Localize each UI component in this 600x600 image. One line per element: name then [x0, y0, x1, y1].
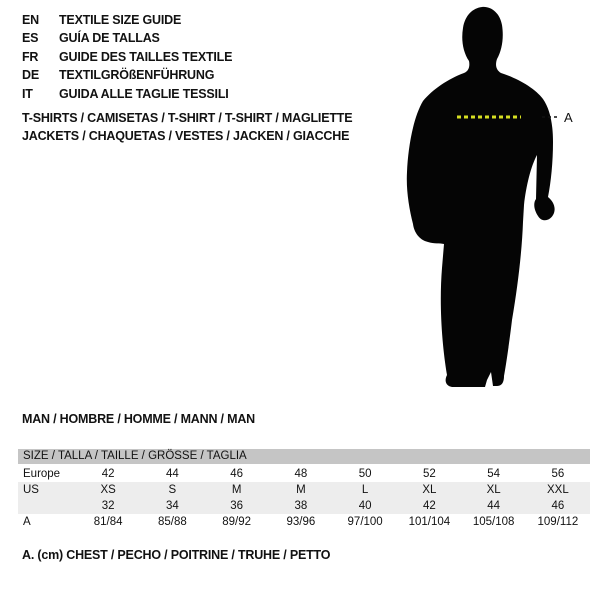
- size-table-cell: 44: [487, 500, 501, 512]
- language-code: ES: [22, 31, 39, 46]
- size-table-row: [18, 482, 590, 498]
- size-table-row: [18, 466, 590, 482]
- size-table-cell: 109/112: [537, 516, 579, 528]
- language-code: FR: [22, 49, 39, 64]
- language-code: IT: [22, 86, 33, 101]
- size-table-cell: 46: [230, 468, 244, 480]
- size-table-cell: L: [361, 484, 369, 496]
- size-table-header: SIZE / TALLA / TAILLE / GRÖSSE / TAGLIA: [18, 449, 590, 464]
- size-table-cell: M: [296, 484, 306, 496]
- size-table-cell: S: [168, 484, 177, 496]
- language-row: [22, 66, 232, 84]
- language-row: [22, 85, 232, 103]
- size-table-cell: XS: [100, 484, 116, 496]
- size-table-cell: 85/88: [157, 516, 187, 528]
- measurement-label-a: A: [564, 110, 573, 125]
- language-label: GUIDE DES TAILLES TEXTILE: [59, 49, 233, 64]
- category-lines: [22, 109, 352, 145]
- language-row: [22, 11, 232, 29]
- language-label: TEXTILGRÖßENFÜHRUNG: [59, 68, 215, 83]
- size-table-cell: 56: [551, 468, 565, 480]
- size-table-cell: 50: [358, 468, 372, 480]
- size-table-row-label: Europe: [23, 468, 61, 480]
- man-silhouette-shape: [407, 7, 555, 387]
- size-table-cell: 38: [294, 500, 308, 512]
- size-table-cell: XL: [422, 484, 437, 496]
- size-table-cell: 52: [422, 468, 436, 480]
- language-list: [22, 11, 232, 103]
- size-table-cell: 32: [101, 500, 115, 512]
- size-table-cell: 44: [165, 468, 179, 480]
- language-row: [22, 48, 232, 66]
- size-table-cell: 81/84: [93, 516, 123, 528]
- size-table-cell: 105/108: [472, 516, 515, 528]
- size-table-row-label: A: [23, 516, 31, 528]
- size-table-cell: 48: [294, 468, 308, 480]
- size-table-cell: 89/92: [222, 516, 252, 528]
- size-table-cell: 40: [358, 500, 372, 512]
- section-title-man: MAN / HOMBRE / HOMME / MANN / MAN: [22, 412, 255, 426]
- size-table-body: [18, 466, 590, 530]
- size-table-cell: 93/96: [286, 516, 316, 528]
- size-table-row: [18, 498, 590, 514]
- language-label: GUIDA ALLE TAGLIE TESSILI: [59, 86, 229, 101]
- size-table-cell: 46: [551, 500, 565, 512]
- category-line: JACKETS / CHAQUETAS / VESTES / JACKEN / GIACCHE: [22, 129, 350, 143]
- language-row: [22, 29, 232, 47]
- size-table: [18, 449, 590, 530]
- size-table-cell: 97/100: [347, 516, 383, 528]
- size-table-cell: 54: [487, 468, 501, 480]
- size-table-row-label: US: [23, 484, 39, 496]
- language-label: GUÍA DE TALLAS: [59, 31, 160, 46]
- measurement-footnote: A. (cm) CHEST / PECHO / POITRINE / TRUHE / PETTO: [22, 548, 331, 562]
- size-table-cell: M: [231, 484, 242, 496]
- man-silhouette-figure: [390, 0, 590, 400]
- language-code: EN: [22, 13, 39, 27]
- size-table-cell: XXL: [547, 484, 569, 496]
- size-table-cell: 36: [230, 500, 244, 512]
- category-line: T-SHIRTS / CAMISETAS / T-SHIRT / T-SHIRT / MAGLIETTE: [22, 111, 353, 125]
- size-table-cell: 42: [101, 468, 115, 480]
- language-code: DE: [22, 68, 39, 83]
- size-table-row: [18, 514, 590, 530]
- size-table-row-label: [18, 498, 76, 514]
- size-table-cell: 34: [165, 500, 179, 512]
- size-table-cell: XL: [486, 484, 501, 496]
- language-label: TEXTILE SIZE GUIDE: [59, 13, 182, 27]
- man-silhouette-svg: [390, 0, 590, 400]
- size-table-cell: 42: [422, 500, 436, 512]
- size-table-cell: 101/104: [408, 516, 451, 528]
